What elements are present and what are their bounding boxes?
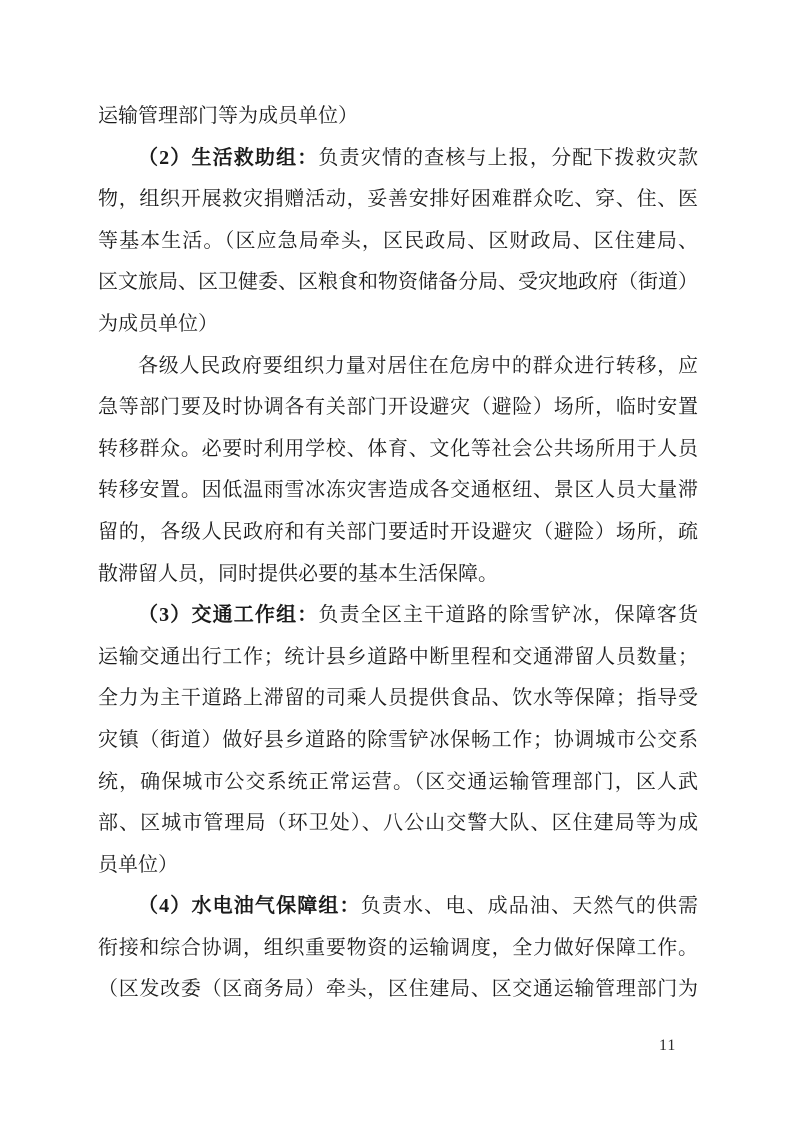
- line-text: 散滞留人员，同时提供必要的基本生活保障。: [98, 562, 498, 585]
- text-line: [98, 969, 698, 1011]
- section-heading-lead: （2）生活救助组：: [138, 146, 319, 169]
- text-line: [98, 595, 698, 637]
- line-text: 区文旅局、区卫健委、区粮食和物资储备分局、受灾地政府（街道）: [98, 271, 698, 294]
- text-line: [98, 262, 698, 304]
- line-text: 全力为主干道路上滞留的司乘人员提供食品、饮水等保障；指导受: [98, 687, 698, 710]
- line-text: 等基本生活。（区应急局牵头，区民政局、区财政局、区住建局、: [98, 229, 698, 252]
- text-line: [98, 845, 698, 887]
- text-line: [98, 304, 698, 346]
- text-line: [98, 720, 698, 762]
- line-text: 员单位）: [98, 853, 178, 876]
- line-text: 运输交通出行工作；统计县乡道路中断里程和交通滞留人员数量；: [98, 645, 698, 668]
- text-line: [98, 928, 698, 970]
- text-line: [98, 387, 698, 429]
- text-line: [98, 429, 698, 471]
- line-text: 运输管理部门等为成员单位）: [98, 105, 358, 127]
- line-text: 统，确保城市公交系统正常运营。（区交通运输管理部门，区人武: [98, 770, 698, 793]
- document-body-text: [98, 96, 698, 1011]
- line-text: 物，组织开展救灾捐赠活动，妥善安排好困难群众吃、穿、住、医: [98, 188, 698, 211]
- line-text: 负责灾情的查核与上报，分配下拨救灾款: [318, 146, 699, 169]
- text-line: [98, 554, 698, 596]
- line-text: 负责水、电、成品油、天然气的供需: [360, 895, 699, 918]
- line-text: 部、区城市管理局（环卫处）、八公山交警大队、区住建局等为成: [98, 812, 698, 835]
- page-number: 11: [659, 1037, 677, 1054]
- text-line: [98, 96, 698, 138]
- text-line: [98, 470, 698, 512]
- text-line: [98, 762, 698, 804]
- section-heading-lead: （3）交通工作组：: [138, 604, 319, 627]
- text-line: [98, 803, 698, 845]
- text-line: [98, 637, 698, 679]
- line-text: 衔接和综合协调，组织重要物资的运输调度，全力做好保障工作。: [98, 936, 698, 959]
- section-heading-lead: （4）水电油气保障组：: [138, 895, 361, 918]
- text-line: [98, 512, 698, 554]
- text-line: [98, 138, 698, 180]
- text-line: [98, 678, 698, 720]
- text-line: [98, 221, 698, 263]
- line-text: 灾镇（街道）做好县乡道路的除雪铲冰保畅工作；协调城市公交系: [98, 728, 698, 751]
- text-line: [98, 886, 698, 928]
- text-line: [98, 179, 698, 221]
- line-text: 负责全区主干道路的除雪铲冰，保障客货: [318, 604, 699, 627]
- line-text: 各级人民政府要组织力量对居住在危房中的群众进行转移，应: [138, 354, 698, 377]
- line-text: （区发改委（区商务局）牵头，区住建局、区交通运输管理部门为: [98, 978, 698, 1001]
- line-text: 留的，各级人民政府和有关部门要适时开设避灾（避险）场所，疏: [98, 520, 698, 543]
- line-text: 急等部门要及时协调各有关部门开设避灾（避险）场所，临时安置: [98, 396, 698, 419]
- line-text: 转移群众。必要时利用学校、体育、文化等社会公共场所用于人员: [98, 437, 698, 460]
- line-text: 为成员单位）: [98, 312, 218, 335]
- text-line: [98, 346, 698, 388]
- line-text: 转移安置。因低温雨雪冰冻灾害造成各交通枢纽、景区人员大量滞: [98, 479, 698, 502]
